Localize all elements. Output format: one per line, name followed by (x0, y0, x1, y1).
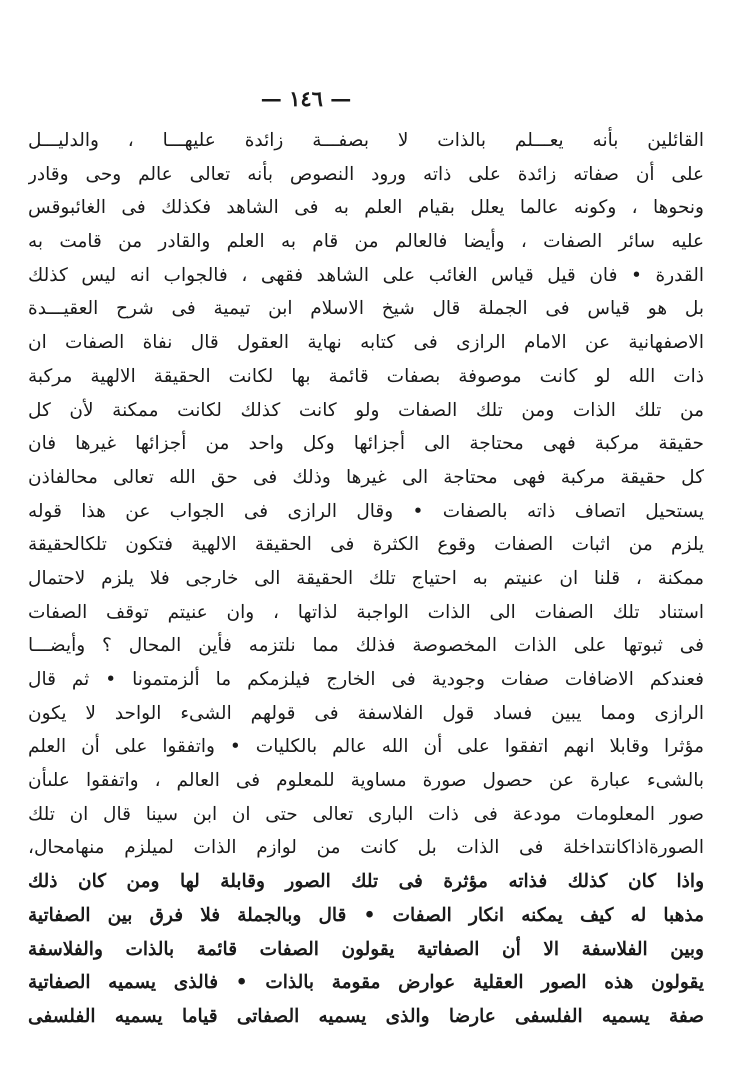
page-number: — ١٤٦ — (260, 86, 352, 111)
text-line: الصورةاذاكانتداخلة فى الذات بل كانت من لوازم الذات لميلزم منهامحال، (28, 837, 704, 859)
text-line: من تلك الذات ومن تلك الصفات ولو كانت كذلك لكانت ممكنة لأن كل (28, 399, 704, 421)
text-line: مؤثرا وقابلا انهم اتفقوا على أن الله عالم بالكليات • واتفقوا على أن العلم (28, 736, 704, 758)
body-text (28, 124, 704, 1034)
text-line: ونحوها ، وكونه عالما يعلل بقيام العلم به فى الشاهد فكذلك فى الغائبوقس (28, 197, 704, 219)
text-line: يقولون هذه الصور العقلية عوارض مقومة بالذات • فالذى يسميه الصفاتية (28, 972, 704, 994)
text-line: فعندكم الاضافات صفات وجودية فى الخارج فيلزمكم ما ألزمتمونا • ثم قال (28, 669, 704, 690)
text-line: ذات الله لو كانت موصوفة بصفات قائمة بها لكانت الحقيقة الالهية مركبة (28, 365, 704, 387)
text-line: الرازى ومما يبين فساد قول الفلاسفة فى قولهم الشىء الواحد لا يكون (28, 702, 704, 724)
text-line: القدرة • فان قيل قياس الغائب على الشاهد فقهى ، فالجواب انه ليس كذلك (28, 264, 704, 286)
text-line: مذهبا له كيف يمكنه انكار الصفات • قال وبالجملة فلا فرق بين الصفاتية (28, 904, 704, 926)
text-line: وبين الفلاسفة الا أن الصفاتية يقولون الصفات قائمة بالذات والفلاسفة (28, 938, 704, 960)
text-line: على أن صفاته زائدة على ذاته ورود النصوص بأنه تعالى عالم وحى وقادر (28, 163, 704, 185)
text-line: يستحيل اتصاف ذاته بالصفات • وقال الرازى فى الجواب عن هذا قوله (28, 500, 704, 522)
text-line: بالشىء عبارة عن حصول صورة مساوية للمعلوم فى العالم ، واتفقوا علىأن (28, 770, 704, 792)
text-line: فى ثبوتها على الذات المخصوصة فذلك مما نلتزمه فأين المحال ؟ وأيضـــا (28, 635, 704, 657)
text-line: حقيقة مركبة فهى محتاجة الى أجزائها وكل واحد من أجزائها غيرها فان (28, 433, 704, 455)
text-line: كل حقيقة مركبة فهى محتاجة الى غيرها وذلك فى حق الله تعالى محالفاذن (28, 466, 704, 488)
text-line: الاصفهانية عن الامام الرازى فى كتابه نهاية العقول قال نفاة الصفات ان (28, 332, 704, 354)
text-line: واذا كان كذلك فذاته مؤثرة فى تلك الصور وقابلة لها ومن كان ذلك (28, 871, 704, 893)
text-line: استناد تلك الصفات الى الذات الواجبة لذاتها ، وان عنيتم توقف الصفات (28, 601, 704, 623)
text-line: صور المعلومات مودعة فى ذات البارى تعالى حتى ان ابن سينا قال ان تلك (28, 803, 704, 825)
text-line: القائلين بأنه يعـــلم بالذات لا بصفـــة زائدة عليهـــا ، والدليـــل (28, 130, 704, 151)
text-line: ممكنة ، قلنا ان عنيتم به احتياج تلك الحقيقة الى خارجى فلا يلزم لاحتمال (28, 567, 704, 589)
text-line: عليه سائر الصفات ، وأيضا فالعالم من قام به العلم والقادر من قامت به (28, 231, 704, 253)
text-line: يلزم من اثبات الصفات وقوع الكثرة فى الحقيقة الالهية فتكون تلكالحقيقة (28, 534, 704, 556)
text-line: بل هو قياس فى الجملة قال شيخ الاسلام ابن تيمية فى شرح العقيـــدة (28, 298, 704, 320)
text-line: صفة يسميه الفلسفى عارضا والذى يسميه الصفاتى قياما يسميه الفلسفى (28, 1005, 704, 1027)
